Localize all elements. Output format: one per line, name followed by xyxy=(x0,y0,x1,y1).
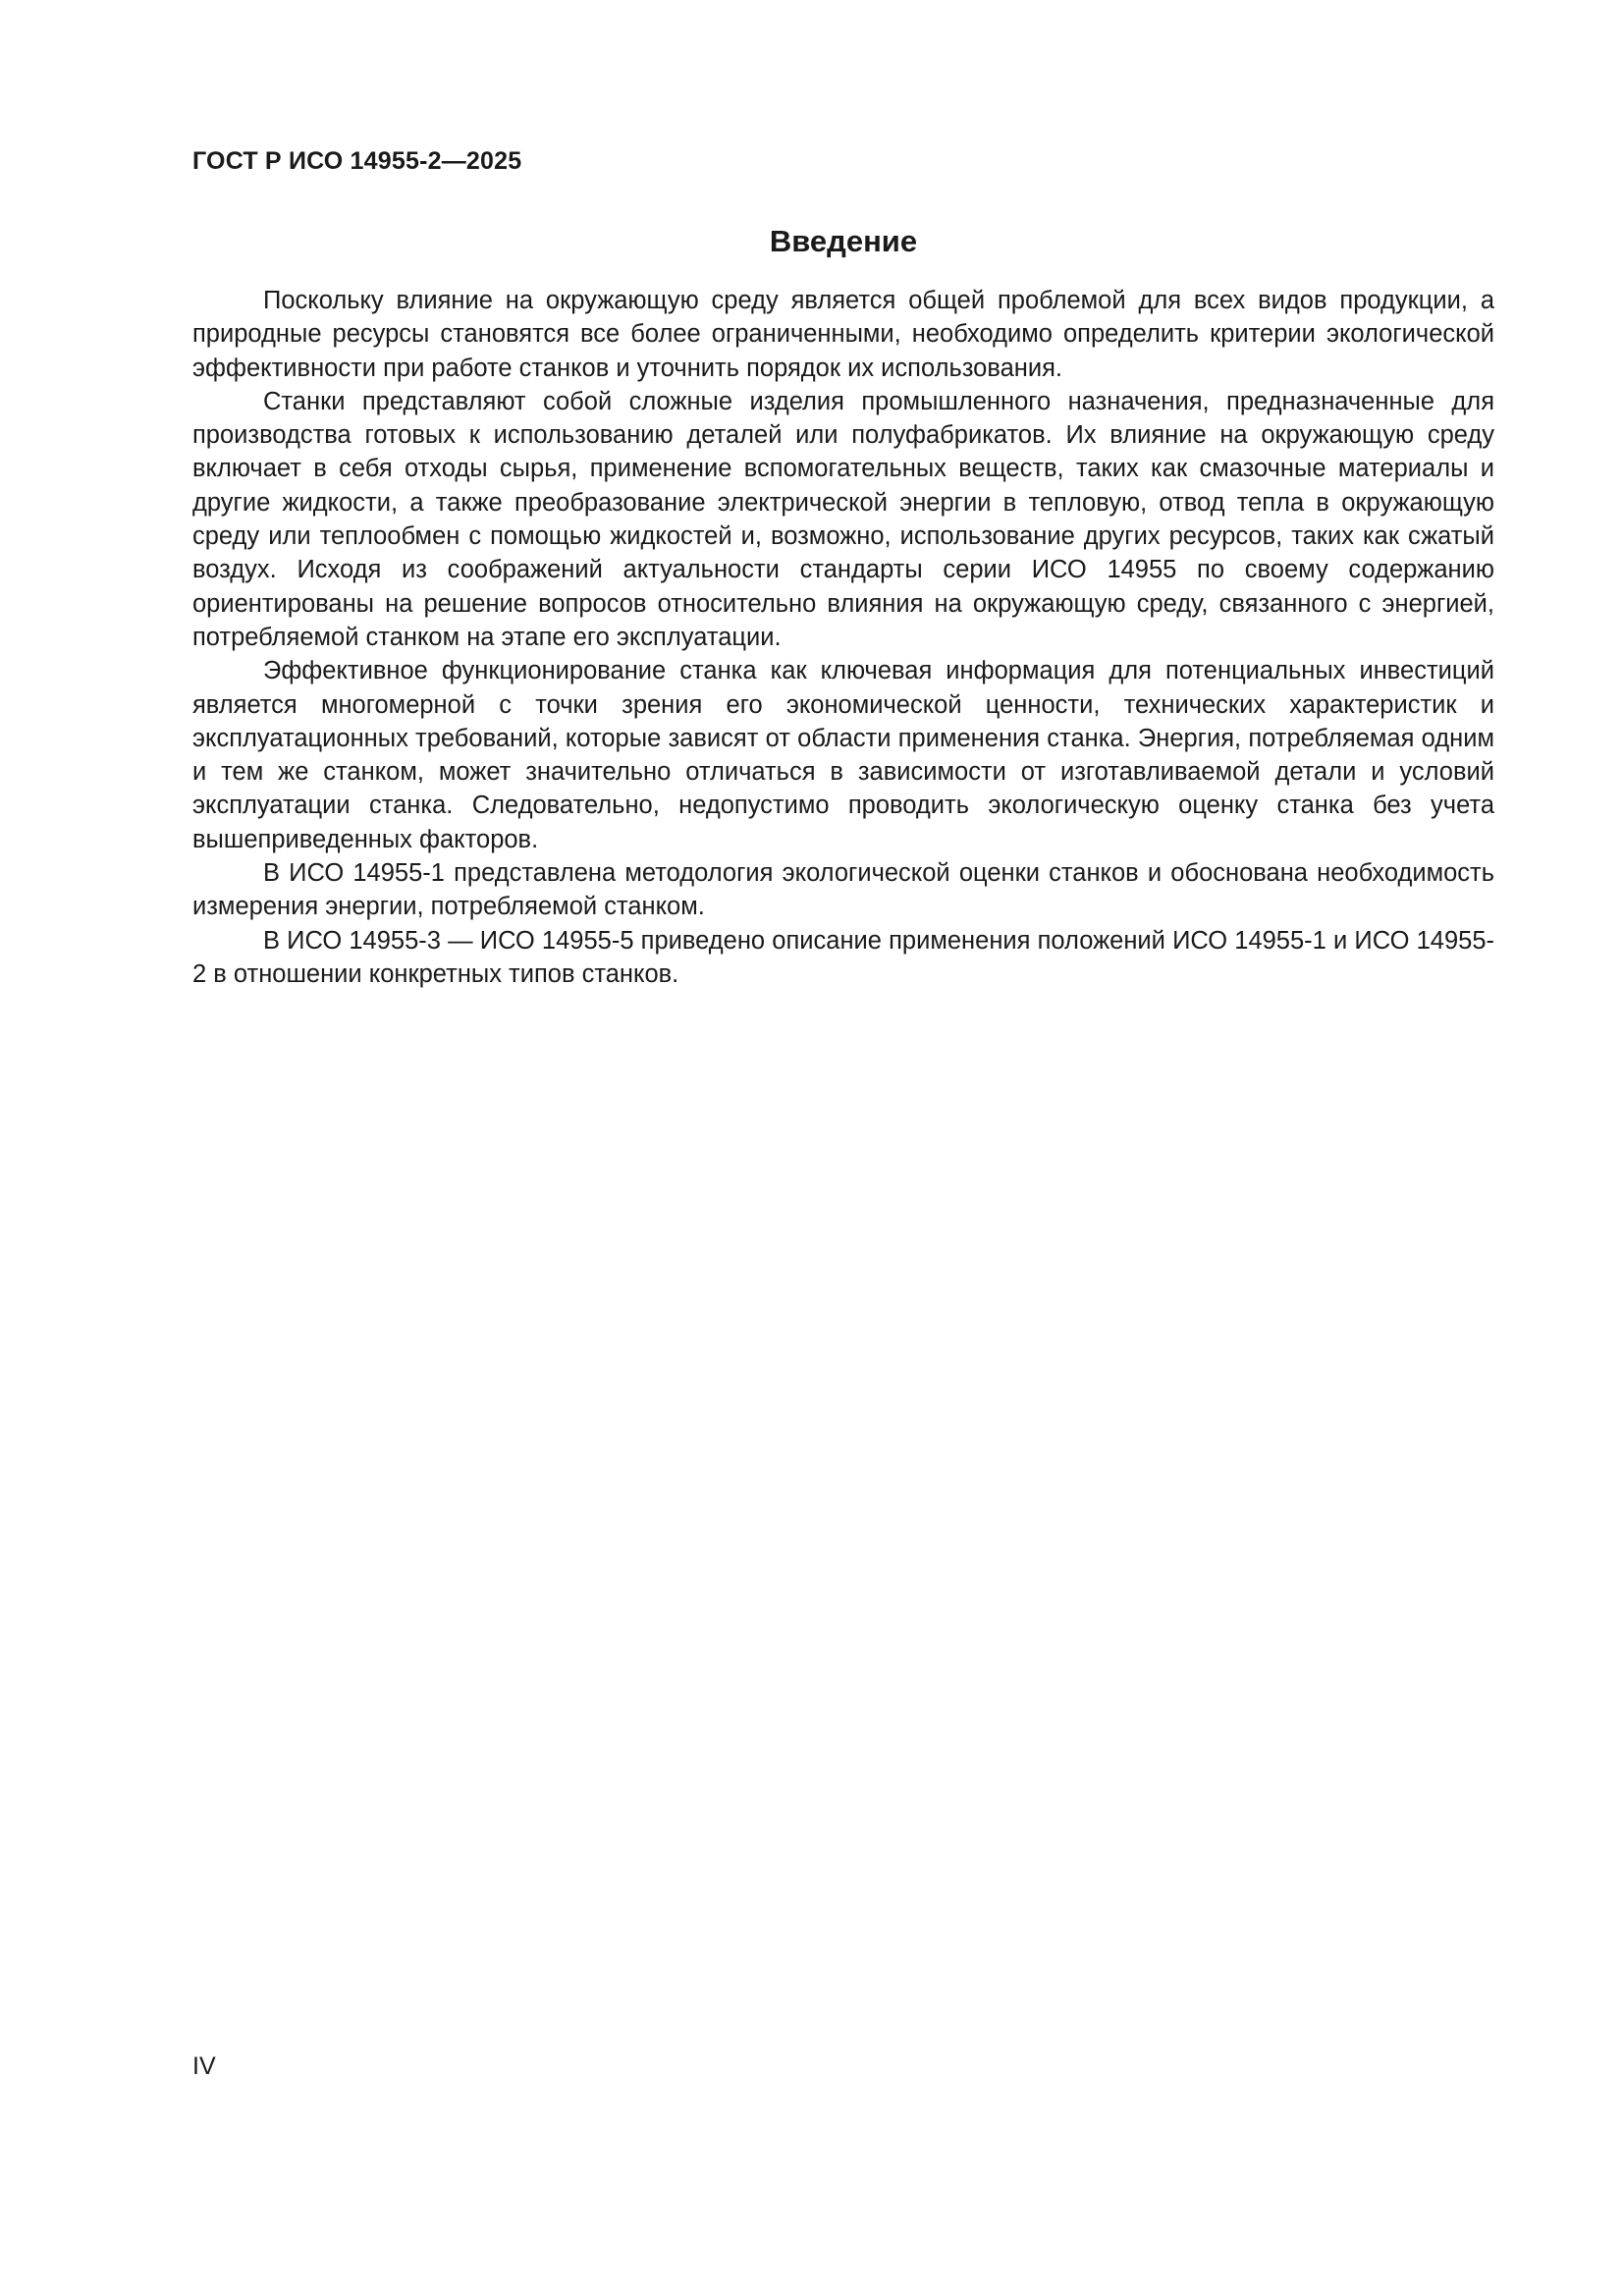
section-title: Введение xyxy=(769,224,918,258)
paragraph: В ИСО 14955-3 — ИСО 14955-5 приведено описание применения положений ИСО 14955-1 и ИСО 14955-2 в отношении конкретных типов станков. xyxy=(192,926,1494,988)
paragraph: Станки представляют собой сложные изделия промышленного назначения, предназначенные для производства готовых к использованию деталей или полуфабрикатов. Их влияние на окружающую среду включает в себя отходы сырья, применение вспомогательных веществ, таких как смазочные материалы и другие жидкости, а также преобразование электрической энергии в тепловую, отвод тепла в окружающую среду или теплообмен с помощью жидкостей и, возможно, использование других ресурсов, таких как сжатый воздух. Исходя из соображений актуальности стандарты серии ИСО 14955 по своему содержанию ориентированы на решение вопросов относительно влияния на окружающую среду, связанного с энергией, потребляемой станком на этапе его эксплуатации. xyxy=(192,387,1494,651)
document-header: ГОСТ Р ИСО 14955-2—2025 xyxy=(192,147,522,175)
paragraph: В ИСО 14955-1 представлена методология экологической оценки станков и обоснована необходимость измерения энергии, потребляемой станком. xyxy=(192,859,1494,921)
section-body xyxy=(192,284,1494,991)
paragraph: Поскольку влияние на окружающую среду является общей проблемой для всех видов продукции, а природные ресурсы становятся все более ограниченными, необходимо определить критерии экологической эффективности при работе станков и уточнить порядок их использования. xyxy=(192,287,1494,382)
paragraph: Эффективное функционирование станка как ключевая информация для потенциальных инвестиций является многомерной с точки зрения его экономической ценности, технических характеристик и эксплуатационных требований, которые зависят от области применения станка. Энергия, потребляемая одним и тем же станком, может значительно отличаться в зависимости от изготавливаемой детали и условий эксплуатации станка. Следовательно, недопустимо проводить экологическую оценку станка без учета вышеприведенных факторов. xyxy=(192,657,1494,853)
page-number: IV xyxy=(192,2052,216,2080)
